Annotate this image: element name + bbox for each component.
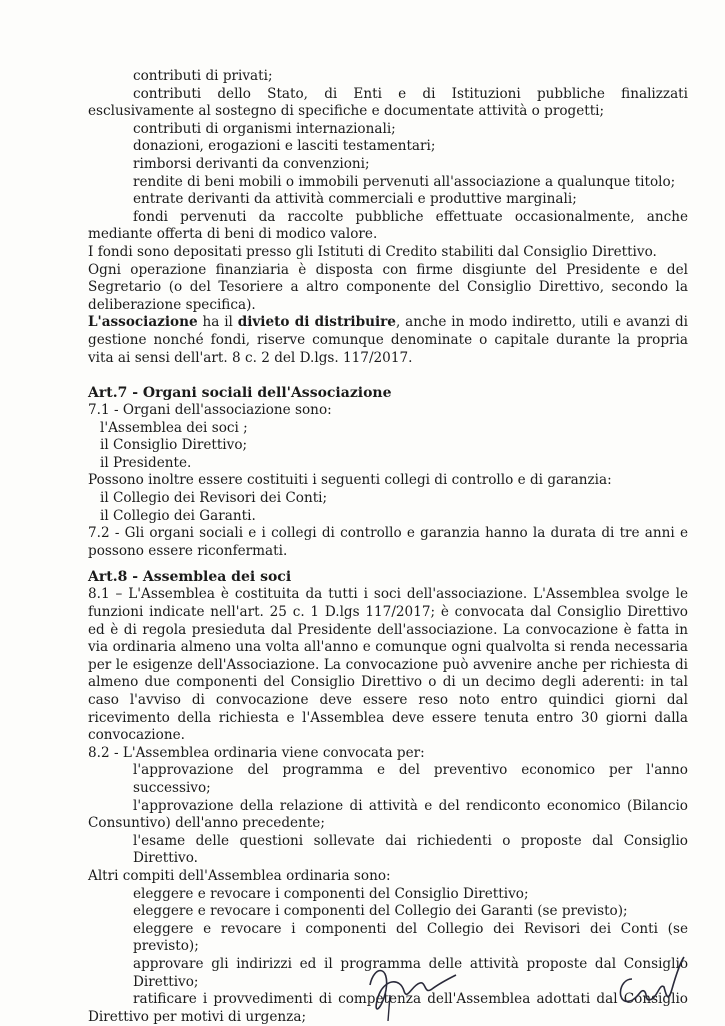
paragraph: Altri compiti dell'Assemblea ordinaria sono:	[88, 867, 391, 884]
paragraph: 7.1 - Organi dell'associazione sono:	[88, 402, 332, 419]
list-item: eleggere e revocare i componenti del Consiglio Direttivo;	[133, 885, 529, 902]
list-item: fondi pervenuti da raccolte pubbliche effettuate occasionalmente, anche mediante offerta di beni di modico valore.	[88, 208, 688, 243]
list-item: contributi di organismi internazionali;	[133, 120, 396, 137]
signature-area	[0, 945, 725, 1024]
list-item: il Presidente.	[100, 454, 192, 471]
list-item: eleggere e revocare i componenti del Collegio dei Revisori dei Conti (se previsto);	[133, 920, 688, 955]
list-item: l'esame delle questioni sollevate dai richiedenti o proposte dal Consiglio Direttivo.	[133, 832, 688, 867]
list-item: entrate derivanti da attività commerciali e produttive marginali;	[133, 191, 577, 208]
list-item: l'approvazione della relazione di attività e del rendiconto economico (Bilancio Consuntivo) dell'anno precedente;	[88, 797, 688, 832]
paragraph: I fondi sono depositati presso gli Istituti di Credito stabiliti dal Consiglio Direttivo.	[88, 243, 657, 260]
signature-left	[360, 955, 470, 1025]
list-item: l'approvazione del programma e del preventivo economico per l'anno successivo;	[133, 762, 688, 796]
list-item: il Collegio dei Garanti.	[100, 507, 256, 524]
signature-right	[610, 949, 690, 1019]
list-item: ratificare i provvedimenti di competenza dell'Assemblea adottati dal Consiglio Direttivo per motivi di urgenza;	[88, 991, 688, 1025]
document-page	[88, 68, 688, 1026]
section-heading-art7: Art.7 - Organi sociali dell'Associazione	[88, 385, 392, 402]
paragraph: L'associazione ha il divieto di distribuire, anche in modo indiretto, utili e avanzi di gestione nonché fondi, riserve comunque denominate o capitale durante la propria vita ai sensi dell'art. 8 c. 2 del D.lgs. 117/2017.	[88, 314, 688, 366]
list-item: il Consiglio Direttivo;	[100, 437, 248, 454]
list-item: rendite di beni mobili o immobili pervenuti all'associazione a qualunque titolo;	[133, 173, 676, 190]
list-item: contributi di privati;	[133, 68, 273, 84]
list-item: l'Assemblea dei soci ;	[100, 419, 248, 436]
paragraph: 7.2 - Gli organi sociali e i collegi di controllo e garanzia hanno la durata di tre anni e possono essere riconfermati.	[88, 525, 688, 559]
paragraph: 8.1 – L'Assemblea è costituita da tutti i soci dell'associazione. L'Assemblea svolge le funzioni indicate nell'art. 25 c. 1 D.lgs 117/2017; è convocata dal Consiglio Direttivo ed è di regola presieduta dal Presidente dell'associazione. La convocazione è fatta in via ordinaria almeno una volta all'anno e comunque ogni qualvolta si renda necessaria per le esigenze dell'Associazione. La convocazione può avvenire anche per richiesta di almeno due componenti del Consiglio Direttivo o di un decimo degli aderenti: in tal caso l'avviso di convocazione deve essere reso noto entro quindici giorni dal ricevimento della richiesta e l'Assemblea deve essere tenuta entro 30 giorni dalla convocazione.	[88, 586, 688, 744]
paragraph: Possono inoltre essere costituiti i seguenti collegi di controllo e di garanzia:	[88, 472, 612, 489]
list-item: approvare gli indirizzi ed il programma delle attività proposte dal Consiglio Direttivo;	[133, 955, 688, 990]
paragraph: Ogni operazione finanziaria è disposta con firme disgiunte del Presidente e del Segretario (o del Tesoriere a altro componente del Consiglio Direttivo, secondo la deliberazione specifica).	[88, 261, 688, 313]
list-item: rimborsi derivanti da convenzioni;	[133, 155, 370, 172]
section-heading-art8: Art.8 - Assemblea dei soci	[88, 569, 292, 586]
list-item: contributi dello Stato, di Enti e di Istituzioni pubbliche finalizzati esclusivamente al sostegno di specifiche e documentate attività o progetti;	[88, 85, 688, 120]
list-item: donazioni, erogazioni e lasciti testamentari;	[133, 138, 436, 155]
list-item: eleggere e revocare i componenti del Collegio dei Garanti (se previsto);	[133, 903, 628, 920]
paragraph: 8.2 - L'Assemblea ordinaria viene convocata per:	[88, 744, 425, 761]
list-item: il Collegio dei Revisori dei Conti;	[100, 490, 328, 507]
